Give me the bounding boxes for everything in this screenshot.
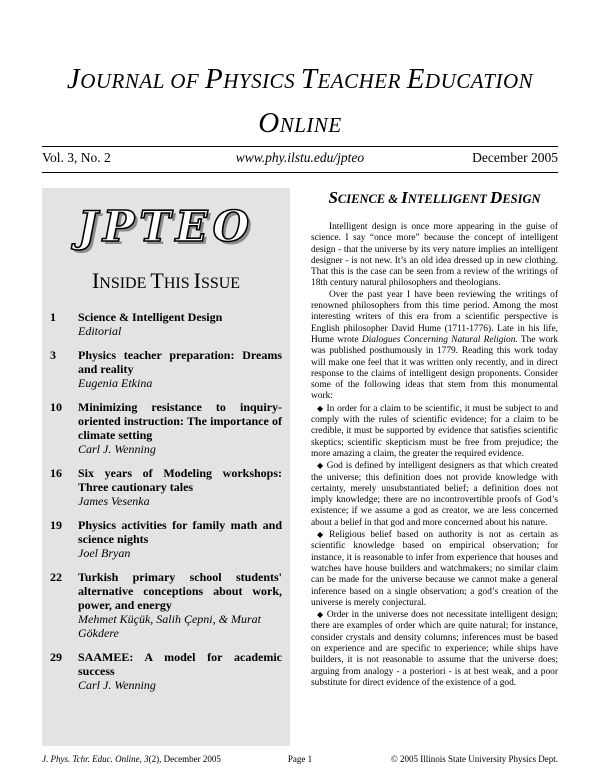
journal-masthead: [0, 58, 600, 146]
toc-author: James Vesenka: [78, 494, 150, 508]
issue-divider: [42, 172, 558, 173]
table-of-contents: [50, 310, 282, 692]
toc-page-number: 19: [50, 518, 62, 532]
toc-item[interactable]: [50, 518, 282, 560]
toc-title[interactable]: Physics activities for family math and science nights: [78, 518, 282, 546]
bullet-item: ◆ Order in the universe does not necessitate intelligent design; there are examples of order which are quite natural; for instance, consider crystals and density columns; inferences must be based on experience and are specific to experience; while ships have builders, it is not reasonable to assume that the universe does; arguing from analogy - a posteriori - is at best weak, and a poor substitute for direct evidence of the existence of a god.: [311, 610, 559, 688]
paragraph: Over the past year I have been reviewing the writings of renowned philosophers from this time period. Among the most interesting writers of this era from a scientific perspective is English philosopher David Hume (1711-1776). Late in his life, Hume wrote Dialogues Concerning Natural Religion. The work was published posthumously in 1779. Reading this work today will make one feel that it was written only recently, and in direct response to the claims of intelligent design proponents. Consider some of the following ideas that stem from this monumental work:: [311, 289, 558, 402]
footer-copyright: © 2005 Illinois State University Physics Dept.: [390, 754, 558, 764]
diamond-bullet-icon: ◆: [317, 530, 327, 540]
toc-item[interactable]: [50, 650, 282, 692]
jpteo-logo: JPTEO: [77, 202, 255, 251]
article-body: [311, 222, 558, 689]
editorial-article: [311, 188, 558, 689]
toc-title[interactable]: SAAMEE: A model for academic success: [78, 650, 282, 678]
footer-citation: J. Phys. Tchr. Educ. Online, 3(2), December 2005: [42, 754, 221, 764]
toc-author: Carl J. Wenning: [78, 678, 156, 692]
article-title: SCIENCE & INTELLIGENT DESIGN: [328, 188, 541, 207]
bullet-item: ◆ In order for a claim to be scientific, it must be subject to and comply with the rules of scientific evidence; for a claim to be credible, it must be supported by evidence that satisfies scientific skeptics; scientific skepticism must be free from prejudice; the more amazing a claim, the greater the required evidence.: [311, 403, 559, 459]
book-title: Dialogues Concerning Natural Religion.: [361, 334, 518, 345]
toc-author: Carl J. Wenning: [78, 442, 156, 456]
inside-issue-heading: INSIDE THIS ISSUE: [91, 268, 241, 293]
toc-item[interactable]: [50, 310, 282, 338]
inside-issue-sidebar: [42, 188, 290, 746]
toc-page-number: 22: [50, 570, 62, 584]
toc-page-number: 29: [50, 650, 62, 664]
toc-author: Mehmet Küçük, Salih Çepni, & Murat Gökdere: [78, 612, 261, 640]
issue-info-bar: [42, 150, 558, 170]
toc-author: Eugenia Etkina: [78, 376, 153, 390]
toc-title[interactable]: Science & Intelligent Design: [78, 310, 223, 324]
toc-page-number: 16: [50, 466, 62, 480]
paragraph: Intelligent design is once more appearing in the guise of science. I say “once more” because the concept of intelligent design - that the universe by its very nature implies an intelligent designer - is not new. It’s an old idea dressed up in new clothing. That this is the case can be seen from a review of the writings of 18th century natural philosophers and theologians.: [311, 222, 558, 289]
toc-item[interactable]: [50, 466, 282, 508]
toc-item[interactable]: [50, 400, 282, 456]
bullet-item: ◆ God is defined by intelligent designers as that which created the universe; this definition does not provide knowledge with certainty, merely unsubstantiated belief; a definition does not imply knowledge; there are no incontrovertible proofs of God’s existence; if we assume a god as creator, we are less concerned about a belief in that god and more concerned about his nature.: [311, 461, 558, 528]
toc-author: Joel Bryan: [78, 546, 131, 560]
diamond-bullet-icon: ◆: [317, 610, 324, 620]
journal-url-link[interactable]: www.phy.ilstu.edu/jpteo: [235, 150, 365, 165]
diamond-bullet-icon: ◆: [317, 461, 324, 471]
toc-author: Editorial: [78, 324, 122, 338]
diamond-bullet-icon: ◆: [317, 403, 324, 413]
toc-item[interactable]: [50, 570, 282, 640]
top-divider: [42, 146, 558, 147]
footer-page-number: Page 1: [287, 754, 313, 764]
toc-title[interactable]: Six years of Modeling workshops: Three cautionary tales: [78, 466, 282, 494]
toc-title[interactable]: Minimizing resistance to inquiry-oriented instruction: The importance of climate setting: [78, 400, 282, 442]
bullet-item: ◆ Religious belief based on authority is not as certain as scientific knowledge based on empirical observation; for instance, it is reasonable to infer from experience that houses and watches have house builders and watchmakers; no similar claim can be made for the universe because we cannot make a general inference based on a single observation; a god’s creation of the universe is merely conjectural.: [311, 530, 558, 608]
toc-title[interactable]: Turkish primary school students' alternative conceptions about work, power, and energy: [78, 570, 282, 612]
toc-page-number: 3: [50, 348, 56, 362]
toc-page-number: 1: [50, 310, 56, 324]
toc-title[interactable]: Physics teacher preparation: Dreams and reality: [78, 348, 282, 376]
volume-label: Vol. 3, No. 2: [42, 150, 111, 165]
masthead-line-2: ONLINE: [258, 107, 342, 139]
masthead-line-1: JOURNAL OF PHYSICS TEACHER EDUCATION: [66, 63, 534, 95]
toc-page-number: 10: [50, 400, 62, 414]
issue-date: December 2005: [472, 150, 558, 165]
toc-item[interactable]: [50, 348, 282, 390]
